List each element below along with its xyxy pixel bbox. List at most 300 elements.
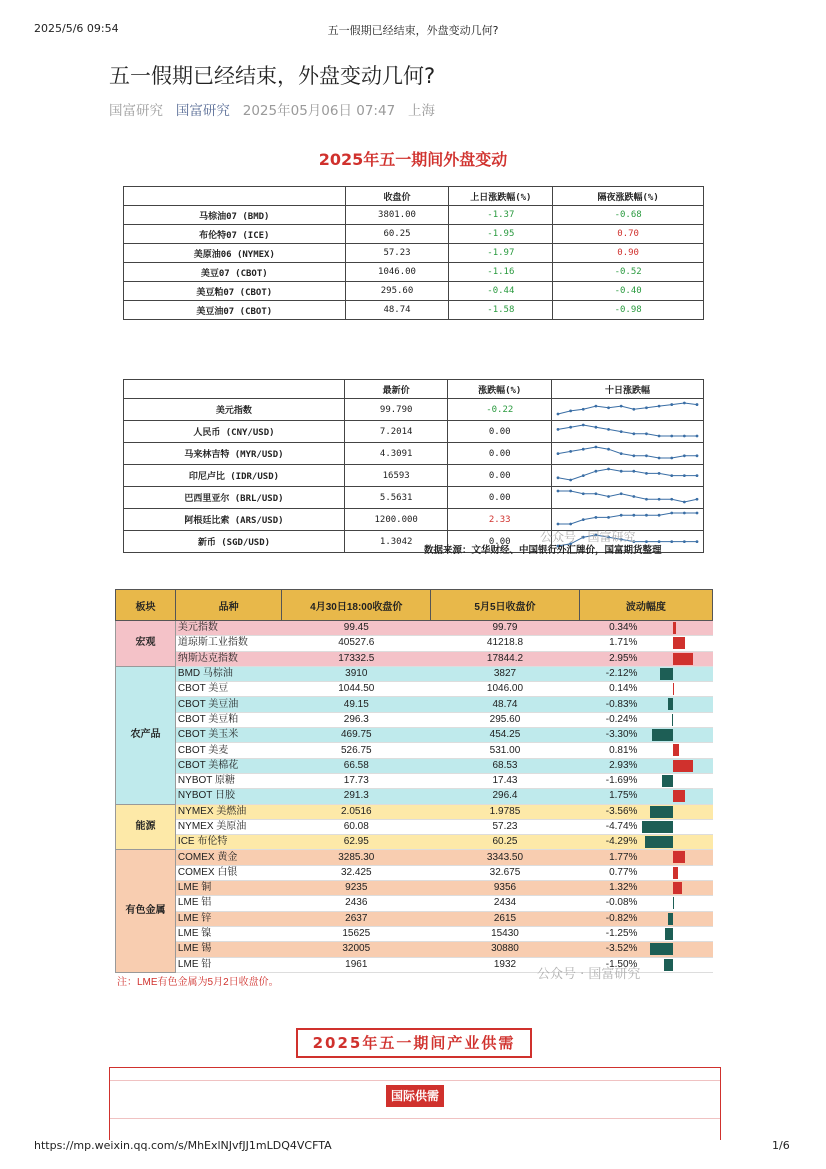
browser-datetime: 2025/5/6 09:54 [34, 22, 119, 35]
price-may5: 57.23 [431, 819, 580, 834]
change-pct: 2.33 [448, 509, 552, 531]
contract-name: 美豆07 (CBOT) [124, 263, 346, 282]
product-name: NYBOT 日胶 [175, 789, 282, 804]
change-bar [673, 744, 678, 756]
table-row [124, 244, 704, 263]
sparkline-point [696, 474, 699, 477]
currency-name: 巴西里亚尔 (BRL/USD) [124, 487, 345, 509]
table-row [116, 621, 713, 636]
article-date: 2025年05月06日 07:47 [242, 103, 396, 119]
t2-header [124, 380, 345, 399]
sparkline-line [558, 469, 697, 480]
change-pct: 0.34% [579, 621, 641, 636]
product-name: COMEX 白银 [175, 865, 282, 880]
price-apr30: 1961 [282, 957, 431, 972]
latest-price: 1200.000 [344, 509, 448, 531]
sector-name: 有色金属 [116, 850, 176, 972]
product-name: 美元指数 [175, 621, 282, 636]
table-row [116, 850, 713, 865]
sparkline-point [632, 432, 635, 435]
sparkline-point [620, 430, 623, 433]
sparkline-point [683, 435, 686, 438]
change-bar [645, 836, 673, 848]
product-name: CBOT 美豆油 [175, 697, 282, 712]
lme-note: 注：LME有色金属为5月2日收盘价。 [117, 977, 279, 988]
change-bar [668, 913, 673, 925]
t3-header: 品种 [175, 590, 282, 621]
price-may5: 454.25 [431, 728, 580, 743]
sparkline-point [670, 474, 673, 477]
sparkline-point [569, 490, 572, 493]
sparkline-point [582, 408, 585, 411]
currency-name: 美元指数 [124, 399, 345, 421]
table-row [124, 206, 704, 225]
section-title-industry: 2025年五一期间产业供需 [296, 1028, 532, 1058]
sparkline-point [569, 426, 572, 429]
overnight-change: -0.40 [553, 282, 704, 301]
sparkline-point [658, 498, 661, 501]
change-pct: 0.00 [448, 531, 552, 553]
sparkline-point [696, 498, 699, 501]
change-bar-cell [641, 957, 712, 972]
table-row [116, 942, 713, 957]
sparkline-point [594, 446, 597, 449]
price-apr30: 2637 [282, 911, 431, 926]
price-may5: 9356 [431, 881, 580, 896]
table-row [116, 926, 713, 941]
table-row [124, 443, 704, 465]
prev-change: -1.97 [449, 244, 553, 263]
table-row [116, 636, 713, 651]
sparkline-point [683, 474, 686, 477]
table-row [124, 465, 704, 487]
sparkline-point [582, 492, 585, 495]
fx-table [123, 379, 704, 553]
sparkline-point [557, 490, 560, 493]
table-row [124, 282, 704, 301]
product-name: CBOT 美麦 [175, 743, 282, 758]
contract-name: 马棕油07 (BMD) [124, 206, 346, 225]
close-price: 48.74 [345, 301, 449, 320]
table-row [116, 728, 713, 743]
sparkline-point [569, 479, 572, 482]
change-bar [660, 668, 674, 680]
t3-header: 板块 [116, 590, 176, 621]
product-name: NYMEX 美原油 [175, 819, 282, 834]
table-row [116, 865, 713, 880]
change-pct: 1.77% [579, 850, 641, 865]
change-bar-cell [641, 819, 712, 834]
table-row [124, 399, 704, 421]
sparkline-cell [551, 487, 703, 509]
change-bar-cell [641, 712, 712, 727]
price-apr30: 32.425 [282, 865, 431, 880]
sparkline-cell [551, 421, 703, 443]
change-bar [642, 821, 673, 833]
sparkline [552, 399, 703, 417]
sparkline-point [594, 516, 597, 519]
sparkline-point [582, 474, 585, 477]
table-row [116, 712, 713, 727]
change-bar [673, 790, 684, 802]
table-row [116, 835, 713, 850]
sparkline-point [607, 406, 610, 409]
change-bar-cell [641, 728, 712, 743]
t2-header: 最新价 [344, 380, 448, 399]
table-row [116, 896, 713, 911]
overnight-change: -0.68 [553, 206, 704, 225]
price-may5: 68.53 [431, 758, 580, 773]
product-name: LME 锌 [175, 911, 282, 926]
sparkline-point [645, 514, 648, 517]
sparkline-point [683, 512, 686, 515]
product-name: BMD 马棕油 [175, 666, 282, 681]
change-pct: -3.56% [579, 804, 641, 819]
change-bar [650, 806, 673, 818]
change-bar-cell [641, 850, 712, 865]
sparkline-point [670, 435, 673, 438]
prev-change: -1.37 [449, 206, 553, 225]
contract-name: 美豆油07 (CBOT) [124, 301, 346, 320]
change-bar [673, 897, 674, 909]
price-may5: 41218.8 [431, 636, 580, 651]
sparkline-point [632, 470, 635, 473]
product-name: CBOT 美豆粕 [175, 712, 282, 727]
price-may5: 295.60 [431, 712, 580, 727]
change-bar [672, 714, 674, 726]
price-apr30: 3910 [282, 666, 431, 681]
t2-header: 涨跌幅(%) [448, 380, 552, 399]
sparkline [552, 421, 703, 439]
sparkline-point [683, 540, 686, 543]
product-name: LME 铜 [175, 881, 282, 896]
sparkline-point [683, 501, 686, 504]
price-apr30: 296.3 [282, 712, 431, 727]
change-pct: 1.75% [579, 789, 641, 804]
currency-name: 新币 (SGD/USD) [124, 531, 345, 553]
article-meta [109, 99, 435, 119]
prev-change: -1.16 [449, 263, 553, 282]
change-pct: -0.24% [579, 712, 641, 727]
prev-change: -0.44 [449, 282, 553, 301]
product-name: NYMEX 美燃油 [175, 804, 282, 819]
change-pct: 0.00 [448, 443, 552, 465]
currency-name: 人民币 (CNY/USD) [124, 421, 345, 443]
sparkline-point [569, 450, 572, 453]
t1-header: 隔夜涨跌幅(%) [553, 187, 704, 206]
product-name: 纳斯达克指数 [175, 651, 282, 666]
price-may5: 17.43 [431, 773, 580, 788]
account-link[interactable]: 国富研究 [175, 103, 230, 119]
change-bar [650, 943, 673, 955]
watermark: 公众号 · 国富研究 [540, 530, 636, 544]
t2-header: 十日涨跌幅 [551, 380, 703, 399]
sparkline-point [632, 495, 635, 498]
change-bar-cell [641, 789, 712, 804]
price-may5: 15430 [431, 926, 580, 941]
t1-header: 收盘价 [345, 187, 449, 206]
sparkline-point [670, 403, 673, 406]
table-row [116, 743, 713, 758]
table-row [116, 758, 713, 773]
change-pct: -2.12% [579, 666, 641, 681]
price-apr30: 40527.6 [282, 636, 431, 651]
product-name: CBOT 美玉米 [175, 728, 282, 743]
international-supply-badge: 国际供需 [386, 1085, 444, 1107]
t3-header: 5月5日收盘价 [431, 590, 580, 621]
sparkline-line [558, 447, 697, 458]
section-title-overseas: 2025年五一期间外盘变动 [318, 150, 508, 169]
sparkline-point [557, 523, 560, 526]
article-title: 五一假期已经结束，外盘变动几何? [109, 64, 436, 88]
sparkline-point [670, 457, 673, 460]
sector-name: 能源 [116, 804, 176, 850]
price-apr30: 469.75 [282, 728, 431, 743]
change-bar-cell [641, 743, 712, 758]
sparkline-point [645, 454, 648, 457]
sparkline-point [582, 448, 585, 451]
sparkline-point [632, 514, 635, 517]
table-row [116, 651, 713, 666]
table-row [116, 804, 713, 819]
change-pct: 1.71% [579, 636, 641, 651]
page-number: 1/6 [772, 1139, 790, 1152]
change-pct: 0.00 [448, 465, 552, 487]
sparkline-point [607, 468, 610, 471]
sparkline-point [557, 452, 560, 455]
sparkline [552, 487, 703, 505]
change-pct: 0.00 [448, 421, 552, 443]
change-bar [673, 622, 675, 634]
price-may5: 17844.2 [431, 651, 580, 666]
change-bar [673, 851, 685, 863]
table-row [116, 911, 713, 926]
change-bar-cell [641, 881, 712, 896]
change-bar-cell [641, 758, 712, 773]
sparkline-point [607, 448, 610, 451]
change-pct: -0.83% [579, 697, 641, 712]
change-bar-cell [641, 773, 712, 788]
product-name: 道琼斯工业指数 [175, 636, 282, 651]
latest-price: 1.3042 [344, 531, 448, 553]
latest-price: 5.5631 [344, 487, 448, 509]
change-bar-cell [641, 682, 712, 697]
price-apr30: 2436 [282, 896, 431, 911]
change-bar-cell [641, 911, 712, 926]
sparkline [552, 509, 703, 527]
change-bar [664, 959, 674, 971]
change-bar-cell [641, 865, 712, 880]
table-row [116, 773, 713, 788]
change-bar-cell [641, 835, 712, 850]
change-pct: -1.25% [579, 926, 641, 941]
sparkline-point [569, 409, 572, 412]
sparkline-point [696, 454, 699, 457]
sparkline-point [594, 426, 597, 429]
sparkline-point [582, 424, 585, 427]
price-apr30: 99.45 [282, 621, 431, 636]
sparkline-point [645, 498, 648, 501]
table-row [116, 881, 713, 896]
change-bar-cell [641, 896, 712, 911]
change-bar-cell [641, 697, 712, 712]
overnight-change: -0.52 [553, 263, 704, 282]
sparkline-point [696, 435, 699, 438]
price-apr30: 3285.30 [282, 850, 431, 865]
sparkline-point [683, 454, 686, 457]
price-may5: 3827 [431, 666, 580, 681]
close-price: 295.60 [345, 282, 449, 301]
price-may5: 30880 [431, 942, 580, 957]
price-apr30: 9235 [282, 881, 431, 896]
contract-name: 布伦特07 (ICE) [124, 225, 346, 244]
change-pct: -0.22 [448, 399, 552, 421]
price-may5: 2615 [431, 911, 580, 926]
change-pct: 2.95% [579, 651, 641, 666]
sparkline-line [558, 491, 697, 502]
change-bar-cell [641, 651, 712, 666]
sparkline-point [658, 435, 661, 438]
change-pct: -1.69% [579, 773, 641, 788]
sparkline-point [557, 428, 560, 431]
currency-name: 马来林吉特 (MYR/USD) [124, 443, 345, 465]
sparkline-point [696, 403, 699, 406]
sparkline-cell [551, 443, 703, 465]
article-location: 上海 [408, 103, 436, 119]
t1-header [124, 187, 346, 206]
product-name: COMEX 黄金 [175, 850, 282, 865]
prev-change: -1.95 [449, 225, 553, 244]
close-price: 3801.00 [345, 206, 449, 225]
change-pct: 0.81% [579, 743, 641, 758]
sparkline-point [620, 470, 623, 473]
price-apr30: 32005 [282, 942, 431, 957]
change-pct: -4.74% [579, 819, 641, 834]
product-name: CBOT 美豆 [175, 682, 282, 697]
sparkline-line [558, 403, 697, 414]
price-may5: 531.00 [431, 743, 580, 758]
price-may5: 296.4 [431, 789, 580, 804]
sparkline-point [632, 408, 635, 411]
overseas-futures-table [123, 186, 704, 320]
table-row [116, 666, 713, 681]
sparkline-point [658, 514, 661, 517]
sparkline-point [658, 457, 661, 460]
t1-header: 上日涨跌幅(%) [449, 187, 553, 206]
sparkline-point [569, 523, 572, 526]
price-apr30: 526.75 [282, 743, 431, 758]
sparkline-cell [551, 399, 703, 421]
price-apr30: 1044.50 [282, 682, 431, 697]
price-apr30: 17332.5 [282, 651, 431, 666]
change-pct: -3.52% [579, 942, 641, 957]
sparkline-cell [551, 465, 703, 487]
price-may5: 3343.50 [431, 850, 580, 865]
price-change-table [115, 589, 713, 973]
sparkline-point [582, 518, 585, 521]
change-bar [673, 683, 674, 695]
table-row [116, 819, 713, 834]
change-pct: -1.50% [579, 957, 641, 972]
change-pct: -0.08% [579, 896, 641, 911]
t3-header: 波动幅度 [579, 590, 712, 621]
change-pct: 1.32% [579, 881, 641, 896]
price-apr30: 60.08 [282, 819, 431, 834]
table-row [116, 697, 713, 712]
product-name: LME 锡 [175, 942, 282, 957]
change-bar-cell [641, 621, 712, 636]
change-bar [652, 729, 674, 741]
overnight-change: 0.90 [553, 244, 704, 263]
price-apr30: 15625 [282, 926, 431, 941]
prev-change: -1.58 [449, 301, 553, 320]
browser-tab-title: 五一假期已经结束，外盘变动几何? [327, 24, 499, 37]
sparkline-point [620, 514, 623, 517]
sparkline-point [658, 472, 661, 475]
change-pct: -4.29% [579, 835, 641, 850]
table-row [124, 301, 704, 320]
change-bar-cell [641, 636, 712, 651]
latest-price: 7.2014 [344, 421, 448, 443]
sparkline-point [594, 405, 597, 408]
sparkline-point [557, 413, 560, 416]
sparkline [552, 443, 703, 461]
table-row [124, 487, 704, 509]
latest-price: 16593 [344, 465, 448, 487]
latest-price: 4.3091 [344, 443, 448, 465]
price-may5: 1046.00 [431, 682, 580, 697]
price-may5: 1932 [431, 957, 580, 972]
change-bar-cell [641, 804, 712, 819]
price-may5: 60.25 [431, 835, 580, 850]
price-apr30: 49.15 [282, 697, 431, 712]
sparkline-point [670, 512, 673, 515]
table-row [116, 682, 713, 697]
change-bar-cell [641, 942, 712, 957]
currency-name: 阿根廷比索 (ARS/USD) [124, 509, 345, 531]
price-may5: 32.675 [431, 865, 580, 880]
price-apr30: 66.58 [282, 758, 431, 773]
sparkline-point [620, 405, 623, 408]
watermark-2: 公众号 · 国富研究 [537, 967, 641, 982]
sector-name: 农产品 [116, 666, 176, 804]
change-bar [673, 637, 684, 649]
contract-name: 美豆粕07 (CBOT) [124, 282, 346, 301]
sparkline-point [670, 540, 673, 543]
change-bar [673, 653, 692, 665]
close-price: 60.25 [345, 225, 449, 244]
product-name: LME 铝 [175, 896, 282, 911]
currency-name: 印尼卢比 (IDR/USD) [124, 465, 345, 487]
change-bar [673, 882, 682, 894]
page-url[interactable]: https://mp.weixin.qq.com/s/MhExlNJvfJJ1mLDQ4VCFTA [34, 1139, 332, 1152]
overnight-change: -0.98 [553, 301, 704, 320]
sparkline-point [607, 495, 610, 498]
sparkline-point [658, 405, 661, 408]
sparkline-point [620, 492, 623, 495]
price-may5: 2434 [431, 896, 580, 911]
change-bar [665, 928, 673, 940]
sparkline-point [696, 512, 699, 515]
t3-header: 4月30日18:00收盘价 [282, 590, 431, 621]
product-name: NYBOT 原糖 [175, 773, 282, 788]
contract-name: 美原油06 (NYMEX) [124, 244, 346, 263]
sparkline-point [620, 452, 623, 455]
change-bar [662, 775, 673, 787]
change-pct: -3.30% [579, 728, 641, 743]
article-author: 国富研究 [109, 103, 163, 119]
change-pct: 0.77% [579, 865, 641, 880]
